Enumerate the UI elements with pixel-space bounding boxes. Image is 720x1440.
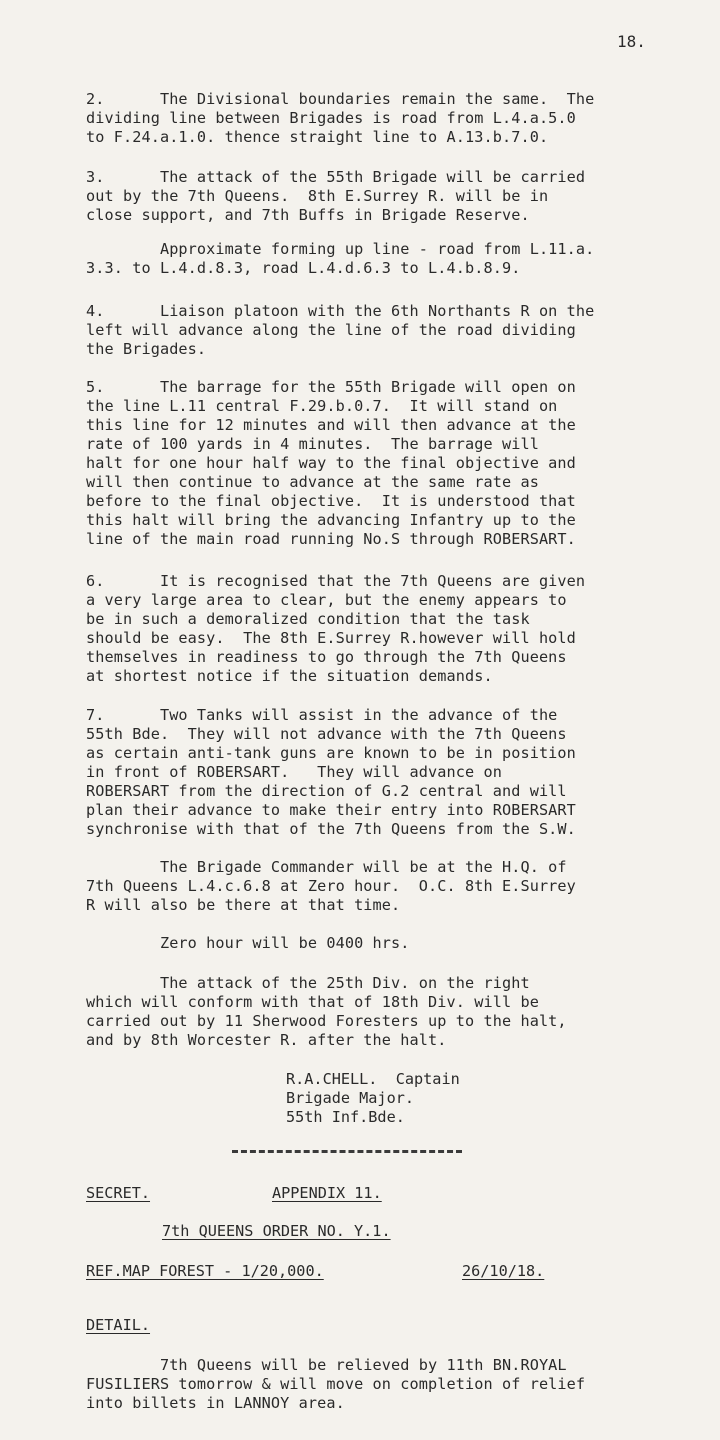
paragraph-brigade-commander: The Brigade Commander will be at the H.Q. of 7th Queens L.4.c.6.8 at Zero hour. O.C. 8th E.Surrey R will also be there at that time. xyxy=(86,858,576,914)
secret-label: SECRET. xyxy=(86,1184,151,1202)
paragraph-7: 7. Two Tanks will assist in the advance of the 55th Bde. They will not advance with the 7th Queens as certain anti-tank guns are known to be in position in front of ROBERSART. They will advance on ROBERSART from the direction of G.2 central and will plan their advance to make their entry into ROBERSART synchronise with that of the 7th Queens from the S.W. xyxy=(86,706,576,838)
paragraph-3: 3. The attack of the 55th Brigade will be carried out by the 7th Queens. 8th E.Surrey R. will be in close support, and 7th Buffs in Brigade Reserve. xyxy=(86,168,586,224)
paragraph-6: 6. It is recognised that the 7th Queens are given a very large area to clear, but the enemy appears to be in such a demoralized condition that the task should be easy. The 8th E.Surrey R.however will hold themselves in readiness to go through the 7th Queens at shortest notice if the situation demands. xyxy=(86,572,586,685)
signature-block: R.A.CHELL. Captain Brigade Major. 55th Inf.Bde. xyxy=(286,1070,460,1126)
appendix-title: APPENDIX 11. xyxy=(272,1184,382,1202)
divider xyxy=(232,1150,462,1153)
order-date: 26/10/18. xyxy=(462,1262,545,1280)
paragraph-2: 2. The Divisional boundaries remain the same. The dividing line between Brigades is road from L.4.a.5.0 to F.24.a.1.0. thence straight line to A.13.b.7.0. xyxy=(86,90,595,146)
paragraph-4: 4. Liaison platoon with the 6th Northants R on the left will advance along the line of the road dividing the Brigades. xyxy=(86,302,595,358)
detail-text: 7th Queens will be relieved by 11th BN.ROYAL FUSILIERS tomorrow & will move on completion of relief into billets in LANNOY area. xyxy=(86,1356,586,1412)
paragraph-5: 5. The barrage for the 55th Brigade will open on the line L.11 central F.29.b.0.7. It will stand on this line for 12 minutes and will then advance at the rate of 100 yards in 4 minutes. The barrage will halt for one hour half way to the final objective and will then continue to advance at the same rate as before to the final objective. It is understood that this halt will bring the advancing Infantry up to the line of the main road running No.S through ROBERSART. xyxy=(86,378,576,548)
page-number: 18. xyxy=(617,32,646,51)
paragraph-25th-div: The attack of the 25th Div. on the right which will conform with that of 18th Div. will be carried out by 11 Sherwood Foresters up to the halt, and by 8th Worcester R. after the halt. xyxy=(86,974,567,1049)
paragraph-3-forming-up: Approximate forming up line - road from L.11.a. 3.3. to L.4.d.8.3, road L.4.d.6.3 to L.4.b.8.9. xyxy=(86,240,595,277)
ref-map: REF.MAP FOREST - 1/20,000. xyxy=(86,1262,324,1280)
detail-heading: DETAIL. xyxy=(86,1316,151,1334)
paragraph-zero-hour: Zero hour will be 0400 hrs. xyxy=(86,934,410,952)
order-title: 7th QUEENS ORDER NO. Y.1. xyxy=(162,1222,391,1240)
